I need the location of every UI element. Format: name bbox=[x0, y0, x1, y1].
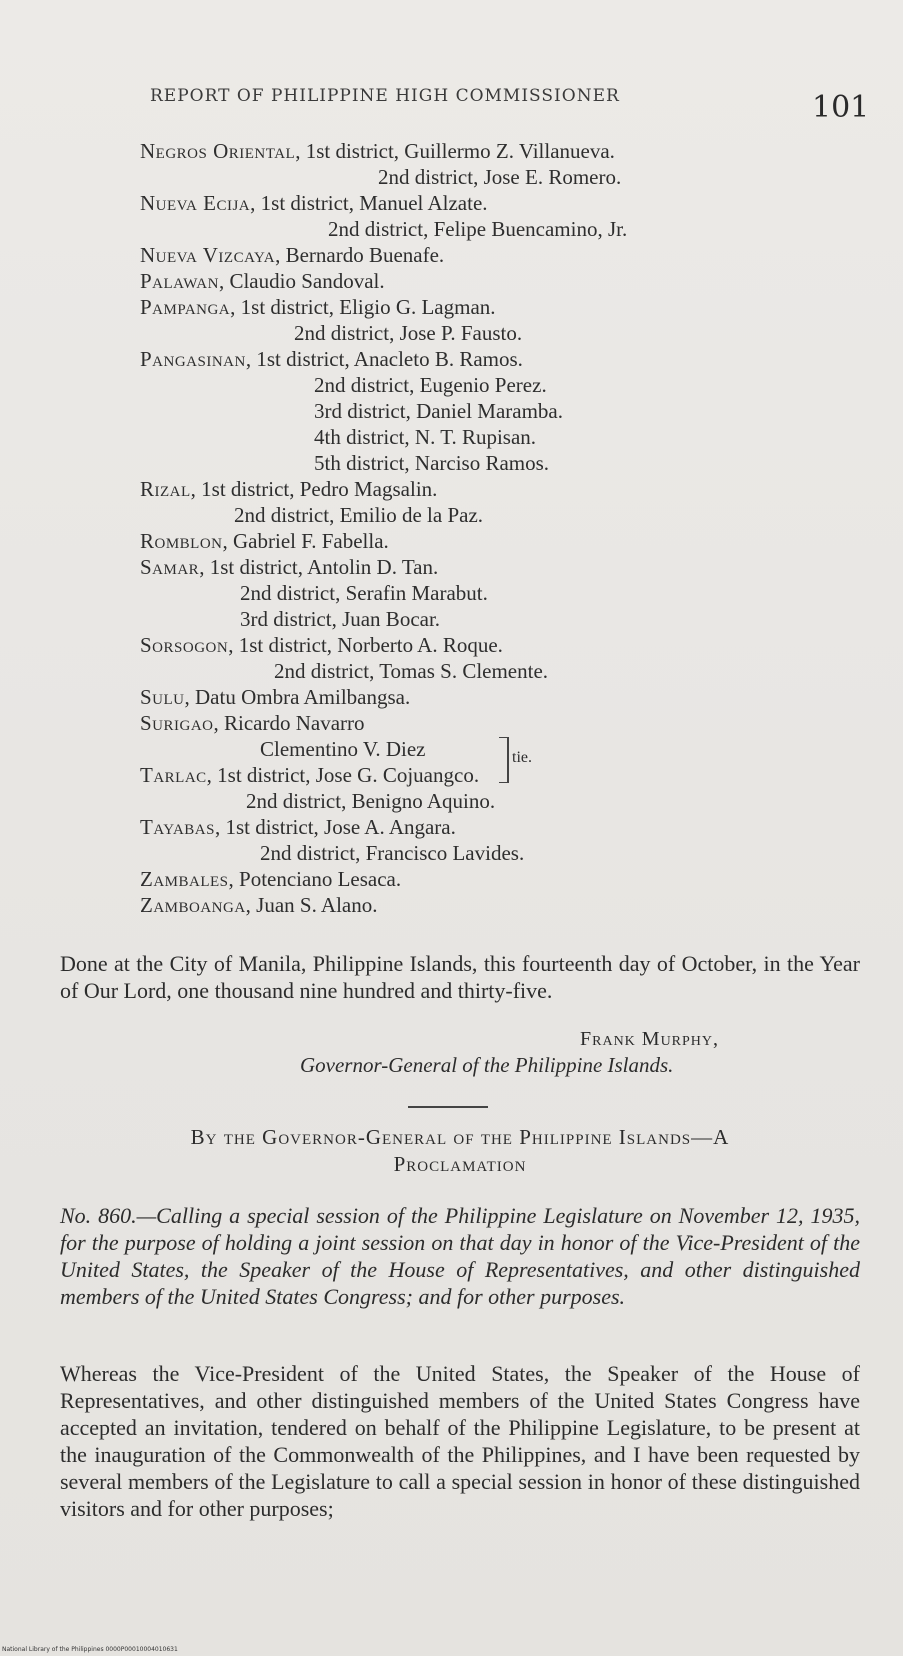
list-item: 2nd district, Jose E. Romero. bbox=[378, 165, 622, 189]
list-item: 2nd district, Benigno Aquino. bbox=[246, 789, 496, 813]
running-header: REPORT OF PHILIPPINE HIGH COMMISSIONER bbox=[150, 86, 620, 106]
list-item: Zambales, Potenciano Lesaca. bbox=[140, 867, 402, 891]
list-item: Surigao, Ricardo Navarro bbox=[140, 711, 365, 735]
section-divider bbox=[408, 1106, 488, 1108]
list-item: 4th district, N. T. Rupisan. bbox=[314, 425, 537, 449]
list-item: Zamboanga, Juan S. Alano. bbox=[140, 893, 378, 917]
list-item: Sulu, Datu Ombra Amilbangsa. bbox=[140, 685, 411, 709]
proclamation-heading-line-1: By the Governor-General of the Philippine Islands—A bbox=[190, 1125, 730, 1149]
closing-paragraph: Done at the City of Manila, Philippine Islands, this fourteenth day of October, in the Year of Our Lord, one thousand nine hundred and thirty-five. bbox=[60, 951, 860, 1003]
list-item: Sorsogon, 1st district, Norberto A. Roque. bbox=[140, 633, 503, 657]
list-item: 2nd district, Emilio de la Paz. bbox=[234, 503, 484, 527]
list-item: Clementino V. Diez bbox=[260, 737, 426, 761]
list-item: Pangasinan, 1st district, Anacleto B. Ramos. bbox=[140, 347, 523, 371]
list-item: 2nd district, Serafin Marabut. bbox=[240, 581, 488, 605]
list-item: 2nd district, Francisco Lavides. bbox=[260, 841, 525, 865]
list-item: Romblon, Gabriel F. Fabella. bbox=[140, 529, 389, 553]
list-item: Palawan, Claudio Sandoval. bbox=[140, 269, 385, 293]
proclamation-abstract: No. 860.—Calling a special session of the Philippine Legislature on November 12, 1935, for the purpose of holding a joint session on that day in honor of the Vice-President of the United States, the Speaker of the House of Representatives, and other distinguished members of the United States Congress; and for other purposes. bbox=[60, 1203, 860, 1309]
proclamation-body: Whereas the Vice-President of the United States, the Speaker of the House of Representatives, and other distinguished members of the United States Congress have accepted an invitation, tendered on behalf of the Philippine Legislature, to be present at the inauguration of the Commonwealth of the Philippines, and I have been requested by several members of the Legislature to call a special session in honor of these distinguished visitors and for other purposes; bbox=[60, 1361, 860, 1521]
signature-name: Frank Murphy, bbox=[580, 1028, 720, 1050]
list-item: 2nd district, Felipe Buencamino, Jr. bbox=[328, 217, 628, 241]
proclamation-heading bbox=[60, 1124, 860, 1178]
list-item: 2nd district, Jose P. Fausto. bbox=[294, 321, 523, 345]
list-item: Tarlac, 1st district, Jose G. Cojuangco. bbox=[140, 763, 480, 787]
list-item: 2nd district, Tomas S. Clemente. bbox=[274, 659, 549, 683]
page-number: 101 bbox=[812, 90, 870, 125]
list-item: Nueva Vizcaya, Bernardo Buenafe. bbox=[140, 243, 445, 267]
footer-credit: National Library of the Philippines 0000P00010004010631 bbox=[2, 1646, 178, 1653]
list-item: 3rd district, Daniel Maramba. bbox=[314, 399, 564, 423]
list-item: Tayabas, 1st district, Jose A. Angara. bbox=[140, 815, 456, 839]
tie-brace bbox=[499, 737, 509, 783]
list-item: Samar, 1st district, Antolin D. Tan. bbox=[140, 555, 439, 579]
list-item: 3rd district, Juan Bocar. bbox=[240, 607, 441, 631]
list-item: 2nd district, Eugenio Perez. bbox=[314, 373, 547, 397]
list-item: 5th district, Narciso Ramos. bbox=[314, 451, 550, 475]
list-item: Nueva Ecija, 1st district, Manuel Alzate. bbox=[140, 191, 488, 215]
proclamation-heading-line-2: Proclamation bbox=[393, 1152, 527, 1176]
list-item: Rizal, 1st district, Pedro Magsalin. bbox=[140, 477, 438, 501]
signature-title: Governor-General of the Philippine Islands. bbox=[300, 1053, 674, 1077]
tie-label: tie. bbox=[512, 749, 532, 766]
list-item: Negros Oriental, 1st district, Guillermo Z. Villanueva. bbox=[140, 139, 615, 163]
list-item: Pampanga, 1st district, Eligio G. Lagman. bbox=[140, 295, 496, 319]
